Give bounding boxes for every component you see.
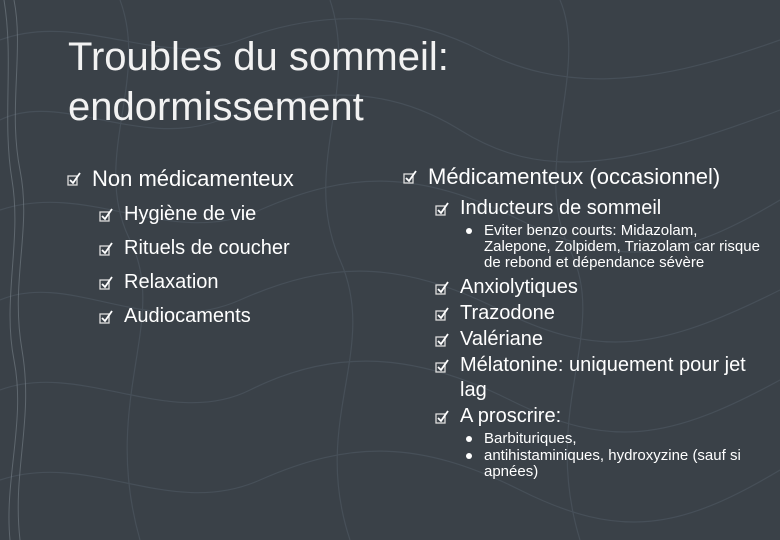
checkbox-bullet-icon — [434, 358, 450, 374]
checkbox-bullet-icon — [434, 280, 450, 296]
right-sub-list — [434, 196, 762, 480]
checkbox-bullet-icon — [402, 169, 418, 185]
right-heading — [402, 162, 762, 192]
dot-bullet-icon — [466, 228, 472, 234]
list-item — [434, 196, 762, 221]
left-heading-label: Non médicamenteux — [92, 166, 294, 191]
checkbox-bullet-icon — [98, 309, 114, 325]
right-heading-label: Médicamenteux (occasionnel) — [428, 164, 721, 189]
list-item — [434, 301, 762, 326]
checkbox-bullet-icon — [434, 409, 450, 425]
nested-list-item-label: Eviter benzo courts: Midazolam, Zalepone, Zolpidem, Triazolam car risque de rebond et dépendance sévère — [484, 222, 760, 271]
list-item-label: Rituels de coucher — [124, 237, 290, 259]
list-item-label: A proscrire: — [460, 405, 562, 427]
right-column — [402, 162, 762, 484]
list-item-label: Relaxation — [124, 271, 219, 293]
list-item-label: Inducteurs de sommeil — [460, 197, 662, 219]
list-item — [434, 353, 762, 403]
list-item — [98, 236, 386, 261]
dot-bullet-icon — [466, 453, 472, 459]
checkbox-bullet-icon — [434, 306, 450, 322]
left-heading — [66, 164, 386, 194]
list-item — [434, 404, 762, 429]
nested-list-item-label: antihistaminiques, hydroxyzine (sauf si apnées) — [484, 447, 741, 480]
dot-bullet-icon — [466, 436, 472, 442]
checkbox-bullet-icon — [434, 201, 450, 217]
nested-list-item-label: Barbituriques, — [484, 430, 577, 447]
slide-title: Troubles du sommeil: endormissement — [68, 35, 449, 129]
nested-list — [466, 431, 762, 480]
checkbox-bullet-icon — [98, 241, 114, 257]
checkbox-bullet-icon — [66, 171, 82, 187]
left-sub-list — [98, 202, 386, 329]
list-item-label: Valériane — [460, 328, 544, 350]
checkbox-bullet-icon — [434, 332, 450, 348]
list-item — [434, 327, 762, 352]
nested-list-item — [466, 448, 762, 480]
list-item-label: Audiocaments — [124, 305, 251, 327]
nested-list-item — [466, 431, 762, 447]
checkbox-bullet-icon — [98, 275, 114, 291]
list-item — [98, 270, 386, 295]
checkbox-bullet-icon — [98, 207, 114, 223]
nested-list-item — [466, 223, 762, 271]
list-item — [98, 202, 386, 227]
left-column — [66, 164, 386, 338]
list-item-label: Mélatonine: uniquement pour jet lag — [460, 354, 746, 401]
list-item-label: Anxiolytiques — [460, 276, 578, 298]
list-item-label: Trazodone — [460, 302, 555, 324]
list-item — [98, 304, 386, 329]
list-item-label: Hygiène de vie — [124, 203, 257, 225]
list-item — [434, 275, 762, 300]
nested-list — [466, 223, 762, 271]
